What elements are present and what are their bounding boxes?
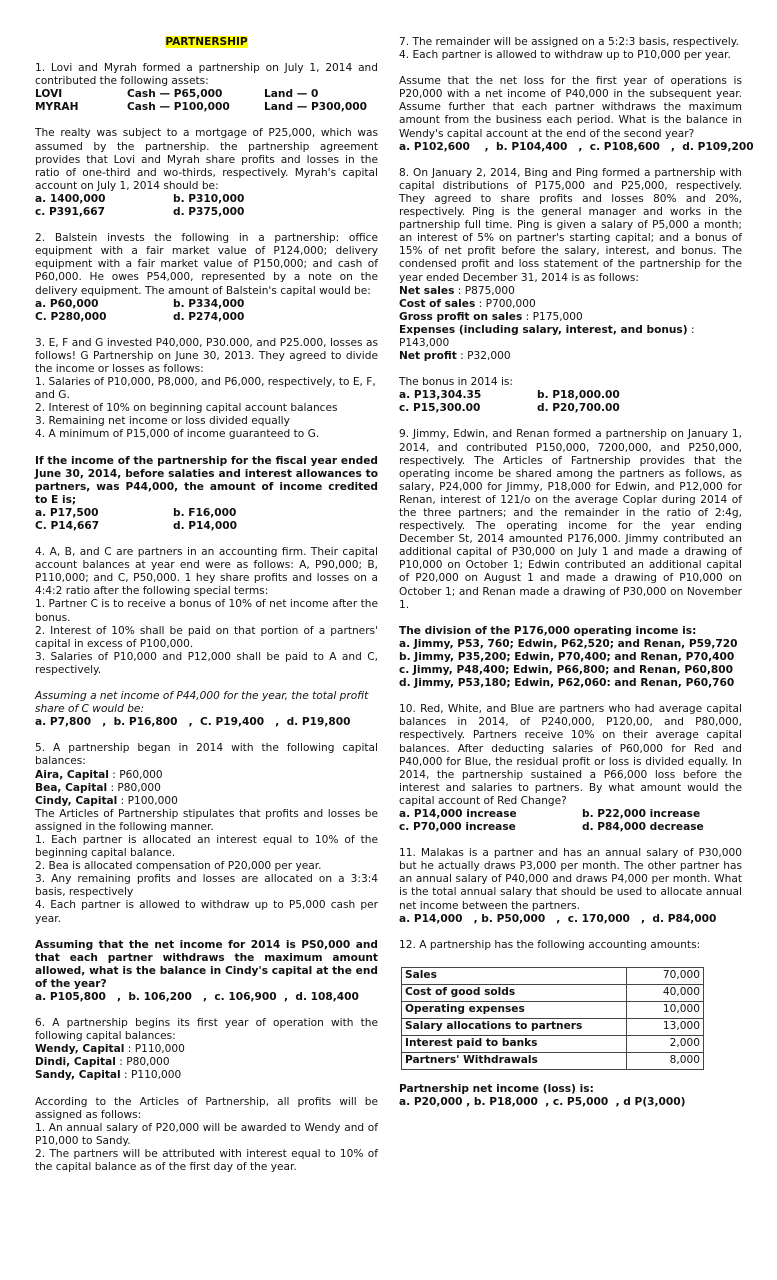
q2-choice-c: C. P280,000	[35, 310, 107, 323]
q3-text: 3. E, F and G invested P40,000, P30.000, and P25.000, losses as follows! G Partnership on June 30, 2013. They agreed to divide the income or losses as follows:	[35, 336, 378, 375]
q12-text: 12. A partnership has the following accounting amounts:	[399, 938, 701, 951]
q1-choice-d: d. P375,000	[173, 206, 245, 219]
table-cell-value: 13,000	[627, 1018, 704, 1035]
table-row	[402, 1052, 704, 1069]
q8-pl-value: : P875,000	[454, 284, 515, 297]
q9-choice-b: b. Jimmy, P35,200; Edwin, P70,400; and Renan, P70,400	[399, 650, 735, 663]
q10-choice-c: c. P70,000 increase	[399, 821, 516, 834]
q8-choice-c: c. P15,300.00	[399, 402, 481, 415]
q8-pl-label: Gross profit on sales	[399, 310, 523, 323]
q5-capital-value: : P60,000	[108, 768, 163, 781]
q1-choices-row	[35, 206, 378, 219]
q2-choice-d: d. P274,000	[173, 310, 245, 323]
q5-body: The Articles of Partnership stipulates that profits and losses be assigned in the following manner.	[35, 807, 378, 833]
table-cell-label: Salary allocations to partners	[402, 1018, 627, 1035]
q2-choice-a: a. P60,000	[35, 297, 99, 310]
q3-choice-c: C. P14,667	[35, 520, 100, 532]
q3-choices-row	[35, 520, 378, 533]
table-cell-value: 10,000	[627, 1001, 704, 1018]
q2-text: 2. Balstein invests the following in a partnership: office equipment with a fair market value of P124,000; delivery equipment with a fair market value of P150,000; and cash of P60,000. He owes P54,000, represented by a note on the delivery equipment. The amount of Balstein's capital would be:	[35, 232, 378, 297]
q3-item: 4. A minimum of P15,000 of income guaranteed to G.	[35, 428, 320, 441]
q11-choices: a. P14,000 , b. P50,000 , c. 170,000 , d. P84,000	[399, 912, 717, 925]
q6-capital-value: : P80,000	[115, 1056, 170, 1069]
q8-pl-value: : P700,000	[475, 297, 536, 310]
q5-capital-line	[35, 769, 378, 782]
q5-question: Assuming that the net income for 2014 is PS0,000 and that each partner withdraws the maximum amount allowed, what is the balance in Cindy's capital at the end of the year?	[35, 938, 378, 990]
q6-choices: a. P102,600 , b. P104,400 , c. P108,600 , d. P109,200	[399, 140, 754, 153]
q1-text: 1. Lovi and Myrah formed a partnership on July 1, 2014 and contributed the following assets:	[35, 62, 378, 88]
q6-text: 6. A partnership begins its first year of operation with the following capital balances:	[35, 1017, 378, 1043]
q5-capital-line	[35, 795, 378, 808]
q5-text: 5. A partnership began in 2014 with the following capital balances:	[35, 742, 378, 768]
q9-text: 9. Jimmy, Edwin, and Renan formed a partnership on January 1, 2014, and contributed P150,000, 7200,000, and P250,000, respectively. The Articles of Fartnership provides that the operating income be shared among the partners as follows, as salary, P24,000 for Jimmy, P18,000 for Edwin, and P12,000 for Renan, interest of 121/o on the average Coplar during 2014 of the three partners; and the remainder in the ratio of 2:4g, respectively. The operating income for the year ending December St, 2014 amounted P176,000. Jimmy contributed an additional capital of P30,000 on July 1 and made a drawing of P10,000 on October 1; Edwin contributed an additional capital of P20,000 on August 1 and made a drawing of P10,000 on October 1; and Renan made a drawing of P30,000 on November 1.	[399, 428, 742, 611]
q6-capital-line	[35, 1056, 378, 1069]
q1-body: The realty was subject to a mortgage of P25,000, which was assumed by the partnership. the partnership agreement provides that Lovi and Myrah share profits and losses in the ratio of one-third and wo-thirds, respectively. Myrah's capital account on July 1, 2014 should be:	[35, 127, 378, 192]
q6-capital-line	[35, 1043, 378, 1056]
q2-choices-row	[35, 298, 378, 311]
q3-item: 1. Salaries of P10,000, P8,000, and P6,000, respectively, to E, F, and G.	[35, 376, 376, 402]
q1-asset-cash: Cash — P100,000	[127, 101, 230, 114]
q1-choices-row	[35, 193, 378, 206]
q8-pl-value: : P32,000	[456, 350, 511, 363]
table-cell-label: Interest paid to banks	[402, 1035, 627, 1052]
q5-item: 2. Bea is allocated compensation of P20,000 per year.	[35, 860, 322, 873]
q8-choice-b: b. P18,000.00	[537, 389, 620, 402]
q5-choices: a. P105,800 , b. 106,200 , c. 106,900 , d. 108,400	[35, 991, 359, 1003]
table-row	[402, 1018, 704, 1035]
q11-text: 11. Malakas is a partner and has an annual salary of P30,000 but he actually draws P3,000 per month. The other partner has an annual salary of P40,000 and draws P4,000 per month. What is the total annual salary that should be used to allocate annual net income between the partners.	[399, 847, 742, 912]
q6-item: 4. Each partner is allowed to withdraw up to P10,000 per year.	[399, 49, 731, 62]
q5-capital-value: : P80,000	[107, 781, 161, 794]
q9-choice-a: a. Jimmy, P53, 760; Edwin, P62,520; and Renan, P59,720	[399, 637, 738, 650]
table-cell-value: 8,000	[627, 1052, 704, 1069]
q5-capital-label: Bea, Capital	[35, 781, 108, 794]
page-title	[35, 36, 378, 49]
q4-choices: a. P7,800 , b. P16,800 , C. P19,400 , d. P19,800	[35, 716, 351, 729]
q1-asset-name: MYRAH	[35, 101, 79, 114]
table-row	[402, 1035, 704, 1052]
q5-capital-label: Cindy, Capital	[35, 794, 118, 807]
table-cell-label: Cost of good solds	[402, 984, 627, 1001]
q8-pl-line	[399, 350, 742, 363]
q5-item: 3. Any remaining profits and losses are allocated on a 3:3:4 basis, respectively	[35, 873, 378, 899]
q8-question: The bonus in 2014 is:	[399, 376, 513, 389]
q10-text: 10. Red, White, and Blue are partners who had average capital balances in 2014, of P240,000, P120,00, and P80,000, respectively. Partners receive 10% on their average capital balances. After deducting salaries of P60,000 for Red and P40,000 for Blue, the residual profit or loss is divided equally. In 2014, the partnership sustained a P66,000 loss before the interest and salaries to partners. By what amount would the capital account of Red Change?	[399, 703, 742, 807]
q3-choice-b: b. F16,000	[173, 506, 237, 519]
table-cell-label: Operating expenses	[402, 1001, 627, 1018]
q6-capital-value: : P110,000	[124, 1043, 185, 1056]
q6-capital-line	[35, 1069, 378, 1082]
q3-item: 3. Remaining net income or loss divided equally	[35, 415, 290, 428]
q5-item: 1. Each partner is allocated an interest equal to 10% of the beginning capital balance.	[35, 833, 378, 860]
q8-choice-d: d. P20,700.00	[537, 402, 620, 415]
q8-choice-a: a. P13,304.35	[399, 389, 482, 402]
q10-choice-a: a. P14,000 increase	[399, 807, 517, 820]
q3-choice-a: a. P17,500	[35, 506, 99, 519]
q1-asset-row	[35, 88, 378, 101]
q5-item: 4. Each partner is allowed to withdraw up to P5,000 cash per year.	[35, 899, 378, 925]
q5-capital-label: Aira, Capital	[35, 768, 109, 781]
q5-capital-value: : P100,000	[117, 794, 178, 807]
table-row	[402, 984, 704, 1001]
q1-asset-land: Land — 0	[264, 88, 319, 101]
q1-asset-row	[35, 101, 378, 114]
table-cell-value: 40,000	[627, 984, 704, 1001]
right-column	[399, 36, 754, 1109]
q6-capital-label: Dindi, Capital	[35, 1056, 116, 1069]
q10-choices-row	[399, 808, 742, 821]
q12-accounts-table	[401, 967, 704, 1070]
q8-text: 8. On January 2, 2014, Bing and Ping formed a partnership with capital distributions of P175,000 and P25,000, respectively. They agreed to share profits and losses 80% and 20%, respectively. Ping is the general manager and works in the partnership full time. Ping is given a salary of P5,000 a month; an interest of 5% on partner's starting capital; and a bonus of 15% of net profit before the salary, interest, and bonus. The condensed profit and loss statement of the partnership for the year ended December 31, 2014 is as follows:	[399, 166, 742, 284]
q4-item: 2. Interest of 10% shall be paid on that portion of a partners' capital in excess of P100,000.	[35, 624, 378, 650]
q8-pl-line	[399, 311, 742, 324]
q3-choice-d: d. P14,000	[173, 520, 237, 532]
q9-question: The division of the P176,000 operating income is:	[399, 624, 697, 637]
q5-capital-line	[35, 782, 378, 795]
q1-choice-b: b. P310,000	[173, 192, 245, 205]
q6-item: 1. An annual salary of P20,000 will be awarded to Wendy and of P10,000 to Sandy.	[35, 1121, 378, 1147]
q4-text: 4. A, B, and C are partners in an accounting firm. Their capital account balances at year end were as follows: A, P90,000; B, P110,000; and C, P50,000. 1 hey share profits and losses on a 4:4:2 ratio after the following special terms:	[35, 546, 378, 598]
q4-item: 1. Partner C is to receive a bonus of 10% of net income after the bonus.	[35, 598, 378, 624]
q4-item: 3. Salaries of P10,000 and P12,000 shall be paid to A and C, respectively.	[35, 650, 378, 676]
q8-choices-row	[399, 389, 742, 402]
q3-question: If the income of the partnership for the fiscal year ended June 30, 2014, before salaties and interest allowances to partners, was P44,000, the amount of income credited to E is;	[35, 454, 378, 506]
q2-choices-row	[35, 311, 378, 324]
q8-pl-label: Net profit	[399, 350, 457, 363]
q3-item: 2. Interest of 10% on beginning capital account balances	[35, 402, 338, 415]
table-row	[402, 967, 704, 984]
q1-asset-cash: Cash — P65,000	[127, 88, 223, 101]
q8-pl-label: Expenses (including salary, interest, and bonus)	[399, 323, 688, 336]
q8-pl-label: Net sales	[399, 284, 455, 297]
q1-asset-name: LOVI	[35, 88, 63, 101]
q8-pl-line	[399, 324, 742, 350]
q12-question: Partnership net income (loss) is:	[399, 1082, 594, 1095]
q1-choice-c: c. P391,667	[35, 206, 106, 219]
q12-choices: a. P20,000 , b. P18,000 , c. P5,000 , d P(3,000)	[399, 1095, 686, 1108]
q3-choices-row	[35, 507, 378, 520]
q1-choice-a: a. 1400,000	[35, 192, 106, 205]
q10-choices-row	[399, 821, 742, 834]
q6-body: According to the Articles of Partnership, all profits will be assigned as follows:	[35, 1095, 378, 1121]
q2-choice-b: b. P334,000	[173, 297, 245, 310]
title-highlight: PARTNERSHIP	[165, 36, 248, 48]
q6-item: 2. The partners will be attributed with interest equal to 10% of the capital balance as of the first day of the year.	[35, 1147, 378, 1174]
q6-item: 7. The remainder will be assigned on a 5:2:3 basis, respectively.	[399, 36, 739, 48]
q8-choices-row	[399, 402, 742, 415]
q8-pl-value: : P143,000	[399, 323, 695, 349]
q10-choice-b: b. P22,000 increase	[582, 807, 701, 820]
q6-capital-label: Wendy, Capital	[35, 1043, 125, 1056]
table-cell-label: Sales	[402, 967, 627, 984]
q10-choice-d: d. P84,000 decrease	[582, 821, 704, 834]
q8-pl-line	[399, 298, 742, 311]
q4-question: Assuming a net income of P44,000 for the year, the total profit share of C would be:	[35, 690, 369, 716]
q6-capital-label: Sandy, Capital	[35, 1069, 121, 1082]
table-cell-value: 70,000	[627, 967, 704, 984]
table-cell-label: Partners' Withdrawals	[402, 1052, 627, 1069]
q1-asset-land: Land — P300,000	[264, 101, 368, 114]
table-row	[402, 1001, 704, 1018]
q8-pl-line	[399, 285, 742, 298]
left-column	[35, 36, 378, 1174]
q9-choice-d: d. Jimmy, P53,180; Edwin, P62,060: and Renan, P60,760	[399, 677, 735, 690]
q8-pl-value: : P175,000	[522, 310, 583, 323]
q8-pl-label: Cost of sales	[399, 297, 476, 310]
table-cell-value: 2,000	[627, 1035, 704, 1052]
q6-capital-value: : P110,000	[120, 1069, 182, 1082]
q9-choice-c: c. Jimmy, P48,400; Edwin, P66,800; and Renan, P60,800	[399, 664, 733, 677]
q6-question: Assume that the net loss for the first year of operations is P20,000 with a net income of P40,000 in the subsequent year. Assume further that each partner withdraws the maximum amount from the business each period. What is the balance in Wendy's capital account at the end of the second year?	[399, 75, 742, 140]
